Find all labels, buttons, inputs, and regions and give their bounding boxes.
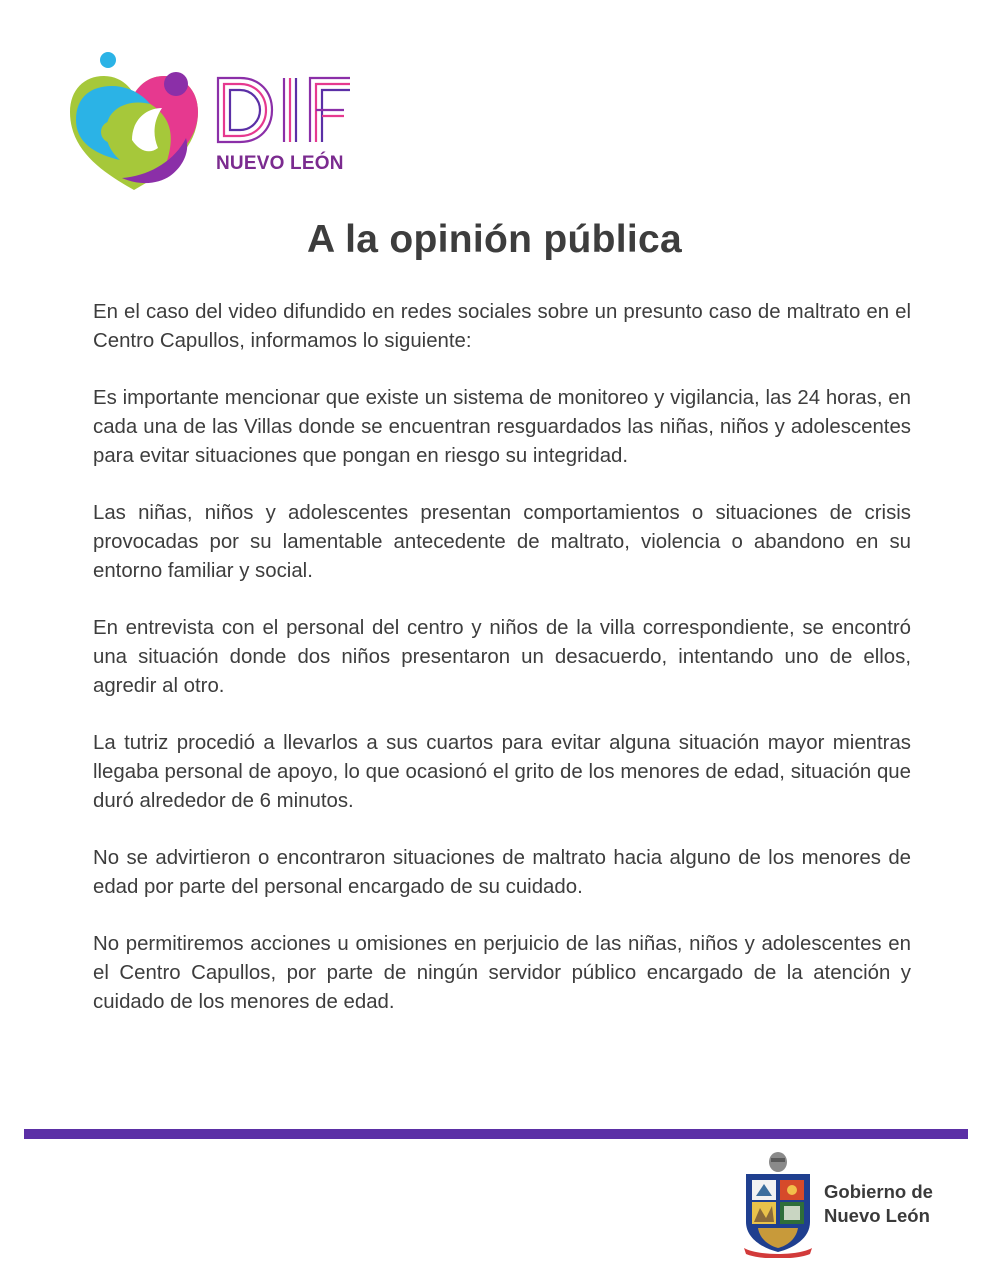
gov-nuevo-leon-logo bbox=[738, 1148, 968, 1260]
paragraph-5: La tutriz procedió a llevarlos a sus cuartos para evitar alguna situación mayor mientras llegaba personal de apoyo, lo que ocasionó el grito de los menores de edad, situación que duró alrededor de 6 minutos. bbox=[93, 732, 911, 812]
paragraph-4: En entrevista con el personal del centro y niños de la villa correspondiente, se encontró una situación donde dos niños presentaron un desacuerdo, intentando uno de ellos, agredir al otro. bbox=[93, 617, 911, 697]
paragraph-3: Las niñas, niños y adolescentes presentan comportamientos o situaciones de crisis provocadas por su lamentable antecedente de maltrato, violencia o abandono en su entorno familiar y social. bbox=[93, 502, 911, 582]
paragraph-1: En el caso del video difundido en redes sociales sobre un presunto caso de maltrato en el Centro Capullos, informamos lo siguiente: bbox=[93, 301, 911, 352]
gov-name-line-2: Nuevo León bbox=[824, 1205, 930, 1226]
page-title: A la opinión pública bbox=[306, 218, 683, 261]
gov-name bbox=[824, 1180, 933, 1228]
paragraph-7: No permitiremos acciones u omisiones en perjuicio de las niñas, niños y adolescentes en el Centro Capullos, por parte de ningún servidor público encargado de la atención y cuidado de los menores de edad. bbox=[93, 933, 911, 1013]
statement-body bbox=[93, 298, 911, 1045]
paragraph-6: No se advirtieron o encontraron situaciones de maltrato hacia alguno de los menores de edad por parte del personal encargado de su cuidado. bbox=[93, 847, 911, 898]
dif-subtitle: NUEVO LEÓN bbox=[216, 153, 344, 174]
dif-wordmark bbox=[214, 74, 354, 146]
paragraph-2: Es importante mencionar que existe un sistema de monitoreo y vigilancia, las 24 horas, en cada una de las Villas donde se encuentran resguardados las niñas, niños y adolescentes para evitar situaciones que pongan en riesgo su integridad. bbox=[93, 387, 911, 467]
footer-divider bbox=[24, 1129, 968, 1139]
coat-of-arms-icon bbox=[738, 1148, 818, 1258]
dif-heart-icon bbox=[62, 50, 207, 195]
dif-logo bbox=[62, 50, 352, 200]
gov-name-line-1: Gobierno de bbox=[824, 1181, 933, 1202]
